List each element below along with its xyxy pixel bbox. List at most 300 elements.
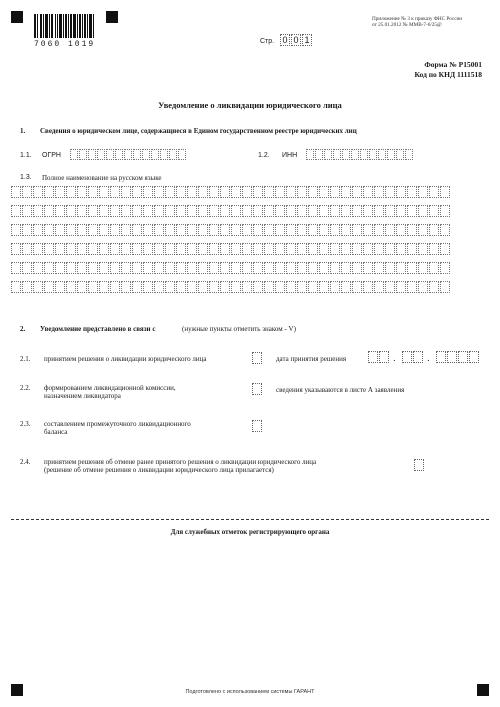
- full-name-cell[interactable]: [374, 281, 384, 293]
- ogrn-cell[interactable]: [97, 149, 105, 160]
- full-name-cell[interactable]: [385, 224, 395, 236]
- ogrn-label: ОГРН: [42, 152, 61, 159]
- full-name-cell[interactable]: [33, 205, 43, 217]
- full-name-cell[interactable]: [77, 262, 87, 274]
- full-name-cell[interactable]: [363, 205, 373, 217]
- full-name-cell[interactable]: [143, 205, 153, 217]
- full-name-cell[interactable]: [231, 224, 241, 236]
- full-name-cell[interactable]: [275, 281, 285, 293]
- full-name-cell[interactable]: [22, 281, 32, 293]
- decision-day-input[interactable]: [368, 351, 390, 363]
- full-name-cell[interactable]: [132, 243, 142, 255]
- full-name-cell[interactable]: [440, 205, 450, 217]
- ogrn-input[interactable]: [70, 149, 187, 160]
- full-name-cell[interactable]: [66, 224, 76, 236]
- day-digit-1[interactable]: [368, 351, 378, 363]
- inn-cell[interactable]: [360, 149, 368, 160]
- full-name-cell[interactable]: [374, 205, 384, 217]
- full-name-cell[interactable]: [429, 205, 439, 217]
- full-name-cell[interactable]: [275, 224, 285, 236]
- full-name-cell[interactable]: [308, 205, 318, 217]
- inn-cell[interactable]: [351, 149, 359, 160]
- date-separator-1: .: [393, 353, 396, 364]
- full-name-cell[interactable]: [286, 262, 296, 274]
- item-2-1-checkbox[interactable]: [252, 352, 262, 364]
- full-name-cell[interactable]: [44, 224, 54, 236]
- full-name-cell[interactable]: [88, 186, 98, 198]
- full-name-cell[interactable]: [154, 281, 164, 293]
- full-name-cell[interactable]: [253, 186, 263, 198]
- full-name-cell[interactable]: [44, 281, 54, 293]
- full-name-cell[interactable]: [231, 243, 241, 255]
- full-name-cell[interactable]: [429, 243, 439, 255]
- full-name-cell[interactable]: [209, 186, 219, 198]
- inn-cell[interactable]: [405, 149, 413, 160]
- ogrn-cell[interactable]: [142, 149, 150, 160]
- full-name-cell[interactable]: [396, 186, 406, 198]
- full-name-cell[interactable]: [121, 243, 131, 255]
- ogrn-cell[interactable]: [178, 149, 186, 160]
- full-name-cell[interactable]: [198, 243, 208, 255]
- full-name-cell[interactable]: [176, 224, 186, 236]
- full-name-cell[interactable]: [407, 262, 417, 274]
- full-name-cell[interactable]: [418, 262, 428, 274]
- full-name-row[interactable]: [11, 205, 451, 217]
- full-name-cell[interactable]: [407, 224, 417, 236]
- full-name-number: 1.3.: [20, 174, 32, 181]
- full-name-cell[interactable]: [264, 186, 274, 198]
- inn-cell[interactable]: [369, 149, 377, 160]
- inn-cell[interactable]: [324, 149, 332, 160]
- full-name-cell[interactable]: [330, 205, 340, 217]
- ogrn-cell[interactable]: [88, 149, 96, 160]
- full-name-cell[interactable]: [187, 262, 197, 274]
- full-name-cell[interactable]: [44, 262, 54, 274]
- full-name-cell[interactable]: [33, 281, 43, 293]
- full-name-row[interactable]: [11, 243, 451, 255]
- item-2-2-checkbox[interactable]: [252, 383, 262, 395]
- full-name-cell[interactable]: [165, 186, 175, 198]
- month-digit-2[interactable]: [413, 351, 423, 363]
- full-name-cell[interactable]: [341, 243, 351, 255]
- full-name-cell[interactable]: [286, 224, 296, 236]
- full-name-cell[interactable]: [319, 224, 329, 236]
- full-name-cell[interactable]: [330, 262, 340, 274]
- full-name-cell[interactable]: [44, 205, 54, 217]
- full-name-cell[interactable]: [11, 224, 21, 236]
- full-name-cell[interactable]: [220, 205, 230, 217]
- full-name-cell[interactable]: [374, 224, 384, 236]
- full-name-cell[interactable]: [165, 205, 175, 217]
- full-name-cell[interactable]: [341, 205, 351, 217]
- full-name-cell[interactable]: [352, 186, 362, 198]
- full-name-cell[interactable]: [220, 224, 230, 236]
- full-name-cell[interactable]: [242, 281, 252, 293]
- full-name-cell[interactable]: [44, 243, 54, 255]
- full-name-cell[interactable]: [198, 224, 208, 236]
- full-name-cell[interactable]: [165, 243, 175, 255]
- item-2-4-checkbox[interactable]: [414, 459, 424, 471]
- inn-cell[interactable]: [315, 149, 323, 160]
- full-name-cell[interactable]: [319, 243, 329, 255]
- full-name-cell[interactable]: [187, 281, 197, 293]
- full-name-cell[interactable]: [132, 224, 142, 236]
- full-name-cell[interactable]: [297, 243, 307, 255]
- full-name-cell[interactable]: [22, 186, 32, 198]
- full-name-cell[interactable]: [132, 186, 142, 198]
- full-name-cell[interactable]: [418, 205, 428, 217]
- full-name-cell[interactable]: [407, 243, 417, 255]
- full-name-cell[interactable]: [275, 243, 285, 255]
- full-name-cell[interactable]: [77, 224, 87, 236]
- full-name-cell[interactable]: [341, 224, 351, 236]
- full-name-cell[interactable]: [55, 224, 65, 236]
- full-name-cell[interactable]: [363, 224, 373, 236]
- full-name-cell[interactable]: [154, 262, 164, 274]
- full-name-cell[interactable]: [385, 205, 395, 217]
- full-name-cell[interactable]: [352, 224, 362, 236]
- full-name-cell[interactable]: [110, 186, 120, 198]
- full-name-cell[interactable]: [11, 243, 21, 255]
- full-name-cell[interactable]: [22, 262, 32, 274]
- decision-year-input[interactable]: [436, 351, 480, 363]
- ogrn-cell[interactable]: [151, 149, 159, 160]
- full-name-cell[interactable]: [154, 205, 164, 217]
- full-name-cell[interactable]: [187, 243, 197, 255]
- full-name-cell[interactable]: [121, 224, 131, 236]
- full-name-cell[interactable]: [165, 224, 175, 236]
- full-name-cell[interactable]: [154, 243, 164, 255]
- full-name-cell[interactable]: [187, 224, 197, 236]
- full-name-cell[interactable]: [121, 262, 131, 274]
- full-name-cell[interactable]: [308, 224, 318, 236]
- full-name-cell[interactable]: [209, 224, 219, 236]
- full-name-cell[interactable]: [110, 205, 120, 217]
- full-name-row[interactable]: [11, 262, 451, 274]
- full-name-cell[interactable]: [33, 186, 43, 198]
- full-name-row[interactable]: [11, 281, 451, 293]
- full-name-cell[interactable]: [187, 205, 197, 217]
- full-name-cell[interactable]: [352, 205, 362, 217]
- full-name-cell[interactable]: [330, 224, 340, 236]
- full-name-cell[interactable]: [253, 205, 263, 217]
- full-name-cell[interactable]: [154, 224, 164, 236]
- full-name-cell[interactable]: [341, 281, 351, 293]
- full-name-cell[interactable]: [264, 224, 274, 236]
- full-name-cell[interactable]: [407, 281, 417, 293]
- full-name-cell[interactable]: [352, 262, 362, 274]
- full-name-cell[interactable]: [319, 186, 329, 198]
- full-name-cell[interactable]: [330, 186, 340, 198]
- full-name-cell[interactable]: [176, 243, 186, 255]
- barcode-number: 7060 1019: [34, 40, 96, 49]
- full-name-cell[interactable]: [198, 186, 208, 198]
- full-name-cell[interactable]: [143, 281, 153, 293]
- full-name-cell[interactable]: [121, 186, 131, 198]
- full-name-cell[interactable]: [242, 262, 252, 274]
- full-name-cell[interactable]: [396, 243, 406, 255]
- full-name-cell[interactable]: [374, 243, 384, 255]
- full-name-cell[interactable]: [132, 281, 142, 293]
- full-name-cell[interactable]: [220, 186, 230, 198]
- full-name-cell[interactable]: [319, 281, 329, 293]
- full-name-cell[interactable]: [22, 205, 32, 217]
- full-name-cell[interactable]: [165, 262, 175, 274]
- full-name-cell[interactable]: [374, 186, 384, 198]
- full-name-cell[interactable]: [99, 262, 109, 274]
- full-name-cell[interactable]: [66, 205, 76, 217]
- full-name-cell[interactable]: [264, 205, 274, 217]
- full-name-cell[interactable]: [308, 186, 318, 198]
- full-name-cell[interactable]: [198, 205, 208, 217]
- date-separator-2: .: [427, 353, 430, 364]
- full-name-cell[interactable]: [286, 186, 296, 198]
- page-number-cells: [280, 34, 313, 46]
- full-name-cell[interactable]: [99, 224, 109, 236]
- full-name-cell[interactable]: [429, 224, 439, 236]
- full-name-cell[interactable]: [396, 205, 406, 217]
- full-name-cell[interactable]: [220, 262, 230, 274]
- full-name-cell[interactable]: [242, 224, 252, 236]
- full-name-cell[interactable]: [440, 243, 450, 255]
- full-name-cell[interactable]: [209, 281, 219, 293]
- full-name-cell[interactable]: [242, 243, 252, 255]
- full-name-cell[interactable]: [341, 186, 351, 198]
- full-name-cell[interactable]: [297, 281, 307, 293]
- full-name-cell[interactable]: [242, 186, 252, 198]
- full-name-cell[interactable]: [66, 243, 76, 255]
- full-name-cell[interactable]: [209, 205, 219, 217]
- full-name-cell[interactable]: [429, 186, 439, 198]
- full-name-cell[interactable]: [264, 243, 274, 255]
- ogrn-cell[interactable]: [169, 149, 177, 160]
- month-digit-1[interactable]: [402, 351, 412, 363]
- full-name-cell[interactable]: [88, 224, 98, 236]
- full-name-cell[interactable]: [220, 243, 230, 255]
- full-name-cell[interactable]: [88, 262, 98, 274]
- full-name-cell[interactable]: [44, 186, 54, 198]
- full-name-cell[interactable]: [33, 243, 43, 255]
- full-name-cell[interactable]: [253, 224, 263, 236]
- full-name-cell[interactable]: [33, 262, 43, 274]
- full-name-cell[interactable]: [319, 205, 329, 217]
- full-name-cell[interactable]: [231, 262, 241, 274]
- full-name-cell[interactable]: [55, 186, 65, 198]
- ogrn-cell[interactable]: [115, 149, 123, 160]
- full-name-cell[interactable]: [110, 262, 120, 274]
- inn-cell[interactable]: [378, 149, 386, 160]
- full-name-cell[interactable]: [99, 281, 109, 293]
- ogrn-cell[interactable]: [70, 149, 78, 160]
- full-name-cell[interactable]: [363, 281, 373, 293]
- full-name-cell[interactable]: [143, 262, 153, 274]
- full-name-cell[interactable]: [253, 281, 263, 293]
- full-name-cell[interactable]: [440, 281, 450, 293]
- full-name-cell[interactable]: [176, 205, 186, 217]
- full-name-cell[interactable]: [121, 205, 131, 217]
- full-name-cell[interactable]: [407, 186, 417, 198]
- full-name-cell[interactable]: [440, 186, 450, 198]
- full-name-cell[interactable]: [341, 262, 351, 274]
- full-name-cell[interactable]: [286, 243, 296, 255]
- full-name-cell[interactable]: [176, 186, 186, 198]
- full-name-cell[interactable]: [22, 224, 32, 236]
- year-digit-1[interactable]: [436, 351, 446, 363]
- full-name-cell[interactable]: [66, 186, 76, 198]
- decision-month-input[interactable]: [402, 351, 424, 363]
- full-name-cell[interactable]: [242, 205, 252, 217]
- full-name-cell[interactable]: [418, 243, 428, 255]
- full-name-cell[interactable]: [308, 281, 318, 293]
- full-name-cell[interactable]: [11, 186, 21, 198]
- full-name-cell[interactable]: [308, 243, 318, 255]
- prepared-by-note: Подготовлено с использованием системы ГАРАНТ: [185, 689, 315, 695]
- full-name-cell[interactable]: [154, 186, 164, 198]
- full-name-cell[interactable]: [132, 262, 142, 274]
- full-name-cell[interactable]: [176, 281, 186, 293]
- full-name-cell[interactable]: [77, 281, 87, 293]
- item-2-3-checkbox[interactable]: [252, 420, 262, 432]
- year-digit-3[interactable]: [458, 351, 468, 363]
- full-name-cell[interactable]: [11, 205, 21, 217]
- year-digit-2[interactable]: [447, 351, 457, 363]
- full-name-cell[interactable]: [352, 243, 362, 255]
- year-digit-4[interactable]: [469, 351, 479, 363]
- full-name-cell[interactable]: [275, 186, 285, 198]
- full-name-cell[interactable]: [418, 186, 428, 198]
- full-name-cell[interactable]: [374, 262, 384, 274]
- full-name-cell[interactable]: [99, 243, 109, 255]
- full-name-cell[interactable]: [143, 224, 153, 236]
- full-name-cell[interactable]: [330, 243, 340, 255]
- full-name-cell[interactable]: [99, 186, 109, 198]
- full-name-cell[interactable]: [396, 224, 406, 236]
- page-digit-1[interactable]: 0: [280, 34, 290, 46]
- full-name-cell[interactable]: [363, 262, 373, 274]
- full-name-cell[interactable]: [264, 281, 274, 293]
- full-name-cell[interactable]: [110, 243, 120, 255]
- ogrn-cell[interactable]: [106, 149, 114, 160]
- full-name-cell[interactable]: [231, 205, 241, 217]
- full-name-cell[interactable]: [121, 281, 131, 293]
- full-name-cell[interactable]: [264, 262, 274, 274]
- full-name-cell[interactable]: [55, 281, 65, 293]
- full-name-cell[interactable]: [33, 224, 43, 236]
- full-name-cell[interactable]: [209, 243, 219, 255]
- full-name-cell[interactable]: [110, 224, 120, 236]
- page-digit-3[interactable]: 1: [302, 34, 312, 46]
- full-name-cell[interactable]: [55, 243, 65, 255]
- full-name-cell[interactable]: [55, 205, 65, 217]
- full-name-cell[interactable]: [440, 262, 450, 274]
- item-2-4-number: 2.4.: [20, 458, 31, 466]
- full-name-cell[interactable]: [275, 262, 285, 274]
- full-name-cell[interactable]: [385, 186, 395, 198]
- full-name-cell[interactable]: [352, 281, 362, 293]
- full-name-cell[interactable]: [209, 262, 219, 274]
- full-name-cell[interactable]: [165, 281, 175, 293]
- inn-cell[interactable]: [306, 149, 314, 160]
- full-name-cell[interactable]: [220, 281, 230, 293]
- full-name-cell[interactable]: [440, 224, 450, 236]
- full-name-row[interactable]: [11, 224, 451, 236]
- full-name-cell[interactable]: [275, 205, 285, 217]
- full-name-cell[interactable]: [286, 205, 296, 217]
- page-digit-2[interactable]: 0: [291, 34, 301, 46]
- full-name-cell[interactable]: [396, 281, 406, 293]
- ogrn-cell[interactable]: [79, 149, 87, 160]
- full-name-cell[interactable]: [407, 205, 417, 217]
- full-name-cell[interactable]: [286, 281, 296, 293]
- full-name-cell[interactable]: [99, 205, 109, 217]
- full-name-cell[interactable]: [88, 281, 98, 293]
- full-name-cell[interactable]: [77, 186, 87, 198]
- full-name-cell[interactable]: [418, 224, 428, 236]
- full-name-cell[interactable]: [231, 186, 241, 198]
- full-name-cell[interactable]: [297, 186, 307, 198]
- full-name-cell[interactable]: [143, 186, 153, 198]
- full-name-cell[interactable]: [396, 262, 406, 274]
- full-name-cell[interactable]: [297, 205, 307, 217]
- full-name-cell[interactable]: [187, 186, 197, 198]
- full-name-cell[interactable]: [385, 243, 395, 255]
- full-name-cell[interactable]: [198, 281, 208, 293]
- full-name-cell[interactable]: [253, 262, 263, 274]
- full-name-cell[interactable]: [418, 281, 428, 293]
- full-name-row[interactable]: [11, 186, 451, 198]
- full-name-cell[interactable]: [88, 205, 98, 217]
- full-name-cell[interactable]: [297, 262, 307, 274]
- full-name-cell[interactable]: [55, 262, 65, 274]
- full-name-cell[interactable]: [110, 281, 120, 293]
- day-digit-2[interactable]: [379, 351, 389, 363]
- ogrn-cell[interactable]: [133, 149, 141, 160]
- inn-cell[interactable]: [387, 149, 395, 160]
- ogrn-cell[interactable]: [160, 149, 168, 160]
- full-name-cell[interactable]: [385, 281, 395, 293]
- full-name-cell[interactable]: [363, 186, 373, 198]
- full-name-cell[interactable]: [176, 262, 186, 274]
- full-name-cell[interactable]: [308, 262, 318, 274]
- full-name-cell[interactable]: [429, 281, 439, 293]
- full-name-cell[interactable]: [429, 262, 439, 274]
- full-name-cell[interactable]: [11, 262, 21, 274]
- full-name-cell[interactable]: [143, 243, 153, 255]
- full-name-cell[interactable]: [319, 262, 329, 274]
- full-name-cell[interactable]: [231, 281, 241, 293]
- full-name-cell[interactable]: [77, 205, 87, 217]
- full-name-cell[interactable]: [66, 281, 76, 293]
- full-name-cell[interactable]: [11, 281, 21, 293]
- inn-cell[interactable]: [396, 149, 404, 160]
- inn-input[interactable]: [306, 149, 414, 160]
- full-name-cell[interactable]: [22, 243, 32, 255]
- full-name-cell[interactable]: [132, 205, 142, 217]
- full-name-cell[interactable]: [385, 262, 395, 274]
- full-name-cell[interactable]: [297, 224, 307, 236]
- service-area-divider: [11, 519, 489, 520]
- full-name-cell[interactable]: [253, 243, 263, 255]
- full-name-cell[interactable]: [77, 243, 87, 255]
- full-name-cell[interactable]: [363, 243, 373, 255]
- ogrn-cell[interactable]: [124, 149, 132, 160]
- full-name-cell[interactable]: [66, 262, 76, 274]
- full-name-cell[interactable]: [88, 243, 98, 255]
- full-name-cell[interactable]: [330, 281, 340, 293]
- inn-cell[interactable]: [342, 149, 350, 160]
- inn-cell[interactable]: [333, 149, 341, 160]
- full-name-cell[interactable]: [198, 262, 208, 274]
